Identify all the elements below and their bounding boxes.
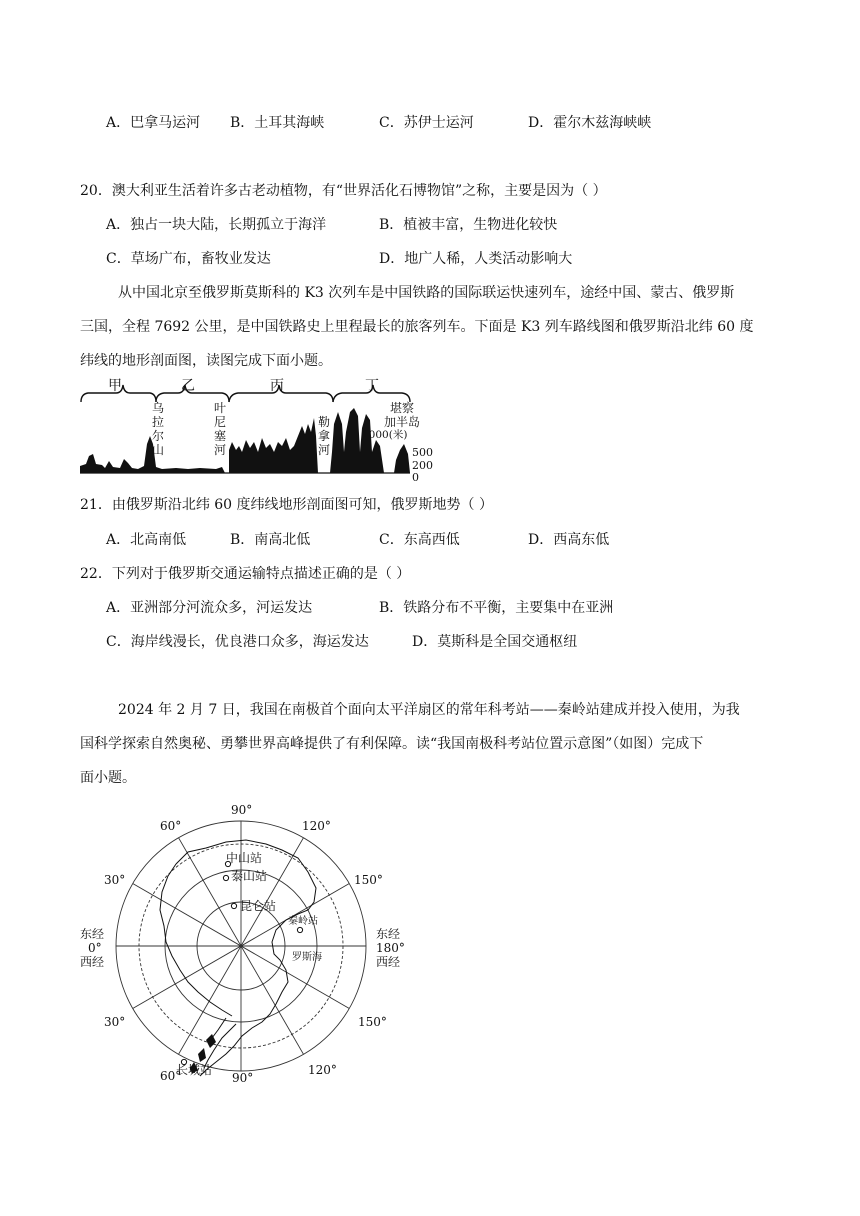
east-lon-right: 东经 xyxy=(376,927,401,941)
tick-1000: 1000(米) xyxy=(362,429,408,441)
kamchatka-line-2: 加半岛 xyxy=(384,415,420,429)
q20-option-d: D．地广人稀，人类活动影响大 xyxy=(379,251,573,267)
q20-stem: 20．澳大利亚生活着许多古老动植物，有“世界活化石博物馆”之称，主要是因为（ ） xyxy=(80,183,607,199)
station-zhongshan: 中山站 xyxy=(226,851,263,865)
passage1-line2: 三国，全程 7692 公里，是中国铁路史上里程最长的旅客列车。下面是 K3 列车路线图和俄罗斯沿北纬 60 度 xyxy=(80,319,754,335)
station-kunlun: 昆仑站 xyxy=(240,899,277,913)
ural-char-1: 乌 xyxy=(152,401,165,415)
q20-option-a: A．独占一块大陆，长期孤立于海洋 xyxy=(106,217,327,233)
deg-30-bottomleft: 30° xyxy=(104,1015,126,1029)
region-jia: 甲 xyxy=(108,378,122,394)
russia-60n-profile-figure xyxy=(80,372,420,484)
q21-option-a: A．北高南低 xyxy=(106,532,187,548)
taishan-dot xyxy=(223,875,228,880)
east-lon-left: 东经 xyxy=(80,927,105,941)
q22-option-b: B．铁路分布不平衡，主要集中在亚洲 xyxy=(379,600,614,616)
west-lon-right: 西经 xyxy=(376,955,401,969)
q19-option-a: A．巴拿马运河 xyxy=(106,115,201,131)
station-changcheng: 长城站 xyxy=(176,1063,213,1077)
deg-90-top: 90° xyxy=(231,803,253,817)
yenisei-char-2: 尼 xyxy=(214,415,227,429)
ural-char-2: 拉 xyxy=(152,415,165,429)
passage2-line1: 2024 年 2 月 7 日，我国在南极首个面向太平洋扇区的常年科考站——秦岭站建成并投入使用，为我 xyxy=(118,702,740,718)
passage2-line3: 面小题。 xyxy=(80,770,136,786)
west-lon-left: 西经 xyxy=(80,955,105,969)
q20-option-b: B．植被丰富，生物进化较快 xyxy=(379,217,558,233)
q19-option-c: C．苏伊士运河 xyxy=(379,115,474,131)
antarctica-stations-map xyxy=(76,792,416,1082)
q21-option-c: C．东高西低 xyxy=(379,532,460,548)
station-qinling: 秦岭站 xyxy=(288,916,318,927)
q19-option-d: D．霍尔木兹海峡峡 xyxy=(528,115,652,131)
q21-option-d: D．西高东低 xyxy=(528,532,610,548)
region-ding: 丁 xyxy=(365,378,379,394)
region-bing: 丙 xyxy=(270,378,284,394)
yenisei-char-3: 塞 xyxy=(214,429,227,443)
passage2-line2: 国科学探索自然奥秘、勇攀世界高峰提供了有利保障。读“我国南极科考站位置示意图”（如图）完成下 xyxy=(80,736,704,752)
deg-150-right: 150° xyxy=(354,873,383,887)
q22-option-c: C．海岸线漫长，优良港口众多，海运发达 xyxy=(106,634,369,650)
deg-60-topleft: 60° xyxy=(160,819,182,833)
ural-char-4: 山 xyxy=(152,443,165,457)
profile-tick-200: 200 xyxy=(412,459,433,472)
ural-char-3: 尔 xyxy=(152,429,165,443)
yenisei-char-4: 河 xyxy=(214,443,227,457)
passage1-line3: 纬线的地形剖面图，读图完成下面小题。 xyxy=(80,353,332,369)
kamchatka-line-1: 堪察 xyxy=(390,401,415,415)
deg-60-bottom: 60° xyxy=(160,1069,182,1082)
q20-option-c: C．草场广布，畜牧业发达 xyxy=(106,251,271,267)
q22-option-a: A．亚洲部分河流众多，河运发达 xyxy=(106,600,313,616)
lena-char-2: 拿 xyxy=(318,429,331,443)
deg-180: 180° xyxy=(376,941,405,955)
q22-stem: 22．下列对于俄罗斯交通运输特点描述正确的是（ ） xyxy=(80,566,411,582)
q21-option-b: B．南高北低 xyxy=(230,532,311,548)
lena-char-3: 河 xyxy=(318,443,331,457)
q21-stem: 21．由俄罗斯沿北纬 60 度纬线地形剖面图可知，俄罗斯地势（ ） xyxy=(80,497,493,513)
deg-120-topright: 120° xyxy=(302,819,331,833)
profile-tick-500: 500 xyxy=(412,446,433,459)
kunlun-dot xyxy=(231,903,236,908)
terrain-central xyxy=(229,418,318,473)
qinling-dot xyxy=(297,927,302,932)
q19-option-b: B．土耳其海峡 xyxy=(230,115,325,131)
deg-30-left: 30° xyxy=(104,873,126,887)
q22-option-d: D．莫斯科是全国交通枢纽 xyxy=(412,634,578,650)
terrain-kamchatka xyxy=(394,444,410,473)
region-yi: 乙 xyxy=(181,378,195,394)
station-taishan: 泰山站 xyxy=(231,869,268,883)
ross-sea-label: 罗斯海 xyxy=(292,952,322,963)
yenisei-char-1: 叶 xyxy=(214,401,227,415)
deg-120-bottom: 120° xyxy=(308,1063,337,1077)
profile-tick-0: 0 xyxy=(412,471,419,484)
passage1-line1: 从中国北京至俄罗斯莫斯科的 K3 次列车是中国铁路的国际联运快速列车，途经中国、蒙古、俄罗斯 xyxy=(118,285,735,301)
deg-150-bottomright: 150° xyxy=(358,1015,387,1029)
zero-deg: 0° xyxy=(88,941,102,955)
deg-90-bottom: 90° xyxy=(232,1071,254,1082)
lena-char-1: 勒 xyxy=(318,415,331,429)
